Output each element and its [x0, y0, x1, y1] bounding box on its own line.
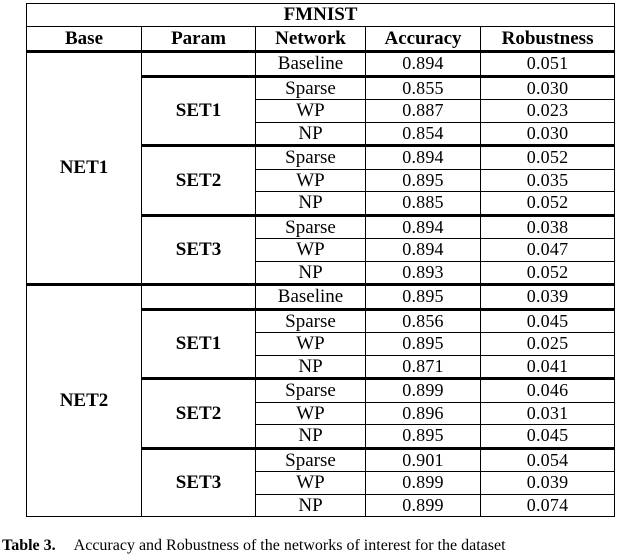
- robustness-cell: 0.030: [481, 76, 615, 100]
- param-cell: SET3: [142, 215, 256, 285]
- accuracy-cell: 0.885: [366, 192, 481, 216]
- param-cell: SET2: [142, 146, 256, 216]
- column-header-param: Param: [142, 27, 256, 52]
- table-row: [27, 52, 615, 77]
- network-cell: NP: [256, 494, 366, 517]
- accuracy-cell: 0.895: [366, 285, 481, 310]
- robustness-cell: 0.041: [481, 355, 615, 379]
- accuracy-cell: 0.896: [366, 402, 481, 425]
- network-cell: WP: [256, 333, 366, 356]
- robustness-cell: 0.052: [481, 146, 615, 170]
- column-header-network: Network: [256, 27, 366, 52]
- network-cell: Sparse: [256, 448, 366, 472]
- accuracy-cell: 0.899: [366, 472, 481, 495]
- network-cell: Sparse: [256, 309, 366, 333]
- accuracy-cell: 0.895: [366, 169, 481, 192]
- accuracy-cell: 0.901: [366, 448, 481, 472]
- network-cell: Sparse: [256, 379, 366, 403]
- robustness-cell: 0.039: [481, 285, 615, 310]
- column-header-base: Base: [27, 27, 142, 52]
- robustness-cell: 0.074: [481, 494, 615, 517]
- accuracy-cell: 0.854: [366, 122, 481, 146]
- robustness-cell: 0.047: [481, 239, 615, 262]
- results-table-container: [26, 3, 614, 517]
- network-cell: WP: [256, 239, 366, 262]
- network-cell: NP: [256, 425, 366, 449]
- robustness-cell: 0.052: [481, 261, 615, 285]
- network-cell: WP: [256, 472, 366, 495]
- network-cell: NP: [256, 122, 366, 146]
- robustness-cell: 0.035: [481, 169, 615, 192]
- accuracy-cell: 0.894: [366, 52, 481, 77]
- network-cell: WP: [256, 169, 366, 192]
- param-cell-empty: [142, 285, 256, 310]
- accuracy-cell: 0.899: [366, 494, 481, 517]
- accuracy-cell: 0.871: [366, 355, 481, 379]
- robustness-cell: 0.046: [481, 379, 615, 403]
- network-cell: NP: [256, 261, 366, 285]
- accuracy-cell: 0.856: [366, 309, 481, 333]
- base-cell: NET2: [27, 285, 142, 517]
- accuracy-cell: 0.894: [366, 146, 481, 170]
- column-header-robustness: Robustness: [481, 27, 615, 52]
- robustness-cell: 0.038: [481, 215, 615, 239]
- caption-text: Accuracy and Robustness of the networks of interest for the dataset: [73, 537, 506, 554]
- table-caption: [2, 536, 640, 556]
- accuracy-cell: 0.894: [366, 215, 481, 239]
- table-title: FMNIST: [27, 4, 615, 27]
- caption-label: Table 3.: [2, 537, 56, 554]
- robustness-cell: 0.045: [481, 425, 615, 449]
- param-cell: SET1: [142, 76, 256, 146]
- network-cell: Sparse: [256, 76, 366, 100]
- robustness-cell: 0.052: [481, 192, 615, 216]
- network-cell: Sparse: [256, 215, 366, 239]
- robustness-cell: 0.045: [481, 309, 615, 333]
- table-body: [27, 52, 615, 517]
- param-cell: SET1: [142, 309, 256, 379]
- param-cell: SET3: [142, 448, 256, 517]
- network-cell: NP: [256, 192, 366, 216]
- accuracy-cell: 0.899: [366, 379, 481, 403]
- network-cell: Baseline: [256, 285, 366, 310]
- accuracy-cell: 0.895: [366, 333, 481, 356]
- results-table: [26, 3, 615, 517]
- param-cell-empty: [142, 52, 256, 77]
- accuracy-cell: 0.894: [366, 239, 481, 262]
- network-cell: Sparse: [256, 146, 366, 170]
- network-cell: Baseline: [256, 52, 366, 77]
- network-cell: WP: [256, 402, 366, 425]
- robustness-cell: 0.031: [481, 402, 615, 425]
- accuracy-cell: 0.887: [366, 100, 481, 123]
- robustness-cell: 0.054: [481, 448, 615, 472]
- robustness-cell: 0.023: [481, 100, 615, 123]
- network-cell: NP: [256, 355, 366, 379]
- robustness-cell: 0.025: [481, 333, 615, 356]
- robustness-cell: 0.051: [481, 52, 615, 77]
- network-cell: WP: [256, 100, 366, 123]
- base-cell: NET1: [27, 52, 142, 285]
- param-cell: SET2: [142, 379, 256, 449]
- table-row: [27, 285, 615, 310]
- accuracy-cell: 0.893: [366, 261, 481, 285]
- robustness-cell: 0.030: [481, 122, 615, 146]
- column-header-accuracy: Accuracy: [366, 27, 481, 52]
- accuracy-cell: 0.855: [366, 76, 481, 100]
- accuracy-cell: 0.895: [366, 425, 481, 449]
- robustness-cell: 0.039: [481, 472, 615, 495]
